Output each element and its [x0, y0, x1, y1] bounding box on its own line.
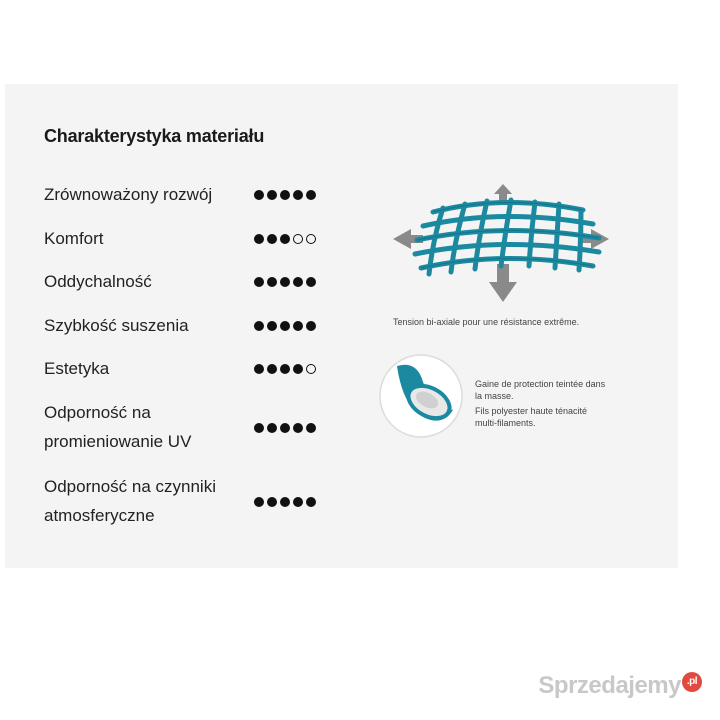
filled-dot-icon — [293, 321, 303, 331]
watermark-logo: Sprzedajemy .pl — [538, 672, 702, 700]
filled-dot-icon — [280, 234, 290, 244]
filled-dot-icon — [280, 190, 290, 200]
empty-dot-icon — [306, 364, 316, 374]
filled-dot-icon — [306, 190, 316, 200]
rating-dots — [254, 276, 319, 290]
fiber-caption: Gaine de protection teintée dans la masse. Fils polyester haute ténacité multi-filaments. — [475, 379, 606, 428]
empty-dot-icon — [306, 234, 316, 244]
filled-dot-icon — [254, 321, 264, 331]
filled-dot-icon — [267, 234, 277, 244]
rating-dots — [254, 422, 319, 436]
rating-label-line: Zrównoważony rozwój — [44, 185, 213, 204]
rating-label-line: Szybkość suszenia — [44, 316, 189, 335]
filled-dot-icon — [293, 423, 303, 433]
filled-dot-icon — [267, 497, 277, 507]
woven-mesh-icon — [393, 184, 623, 314]
filled-dot-icon — [267, 277, 277, 287]
rating-label-line: Oddychalność — [44, 272, 152, 291]
rating-row — [44, 398, 334, 456]
filled-dot-icon — [306, 321, 316, 331]
rating-label-line: promieniowanie UV — [44, 432, 192, 451]
filled-dot-icon — [280, 423, 290, 433]
empty-dot-icon — [293, 234, 303, 244]
rating-row — [44, 180, 334, 209]
filled-dot-icon — [306, 277, 316, 287]
rating-label-line: Estetyka — [44, 359, 110, 378]
filled-dot-icon — [293, 277, 303, 287]
rating-label-line: Odporność na czynniki — [44, 477, 216, 496]
filled-dot-icon — [280, 364, 290, 374]
rating-row — [44, 224, 334, 253]
rating-dots — [254, 496, 319, 510]
fiber-cross-section-icon — [377, 352, 467, 447]
filled-dot-icon — [254, 364, 264, 374]
rating-label-line: Odporność na — [44, 403, 151, 422]
section-title: Charakterystyka materiału — [44, 126, 265, 146]
filled-dot-icon — [267, 190, 277, 200]
filled-dot-icon — [280, 321, 290, 331]
rating-dots — [254, 233, 319, 247]
filled-dot-icon — [267, 364, 277, 374]
rating-row — [44, 472, 334, 530]
material-characteristics-panel — [5, 84, 678, 568]
filled-dot-icon — [293, 190, 303, 200]
filled-dot-icon — [254, 277, 264, 287]
rating-row — [44, 311, 334, 340]
rating-row — [44, 267, 334, 296]
filled-dot-icon — [306, 423, 316, 433]
filled-dot-icon — [267, 423, 277, 433]
rating-row — [44, 354, 334, 383]
filled-dot-icon — [280, 277, 290, 287]
weave-caption: Tension bi-axiale pour une résistance extrême. — [393, 317, 580, 327]
filled-dot-icon — [254, 190, 264, 200]
filled-dot-icon — [267, 321, 277, 331]
rating-dots — [254, 320, 319, 334]
rating-dots — [254, 363, 319, 377]
filled-dot-icon — [306, 497, 316, 507]
filled-dot-icon — [293, 497, 303, 507]
rating-label-line: Komfort — [44, 229, 104, 248]
rating-label-line: atmosferyczne — [44, 506, 155, 525]
rating-dots — [254, 189, 319, 203]
filled-dot-icon — [254, 234, 264, 244]
filled-dot-icon — [254, 423, 264, 433]
filled-dot-icon — [293, 364, 303, 374]
filled-dot-icon — [254, 497, 264, 507]
filled-dot-icon — [280, 497, 290, 507]
